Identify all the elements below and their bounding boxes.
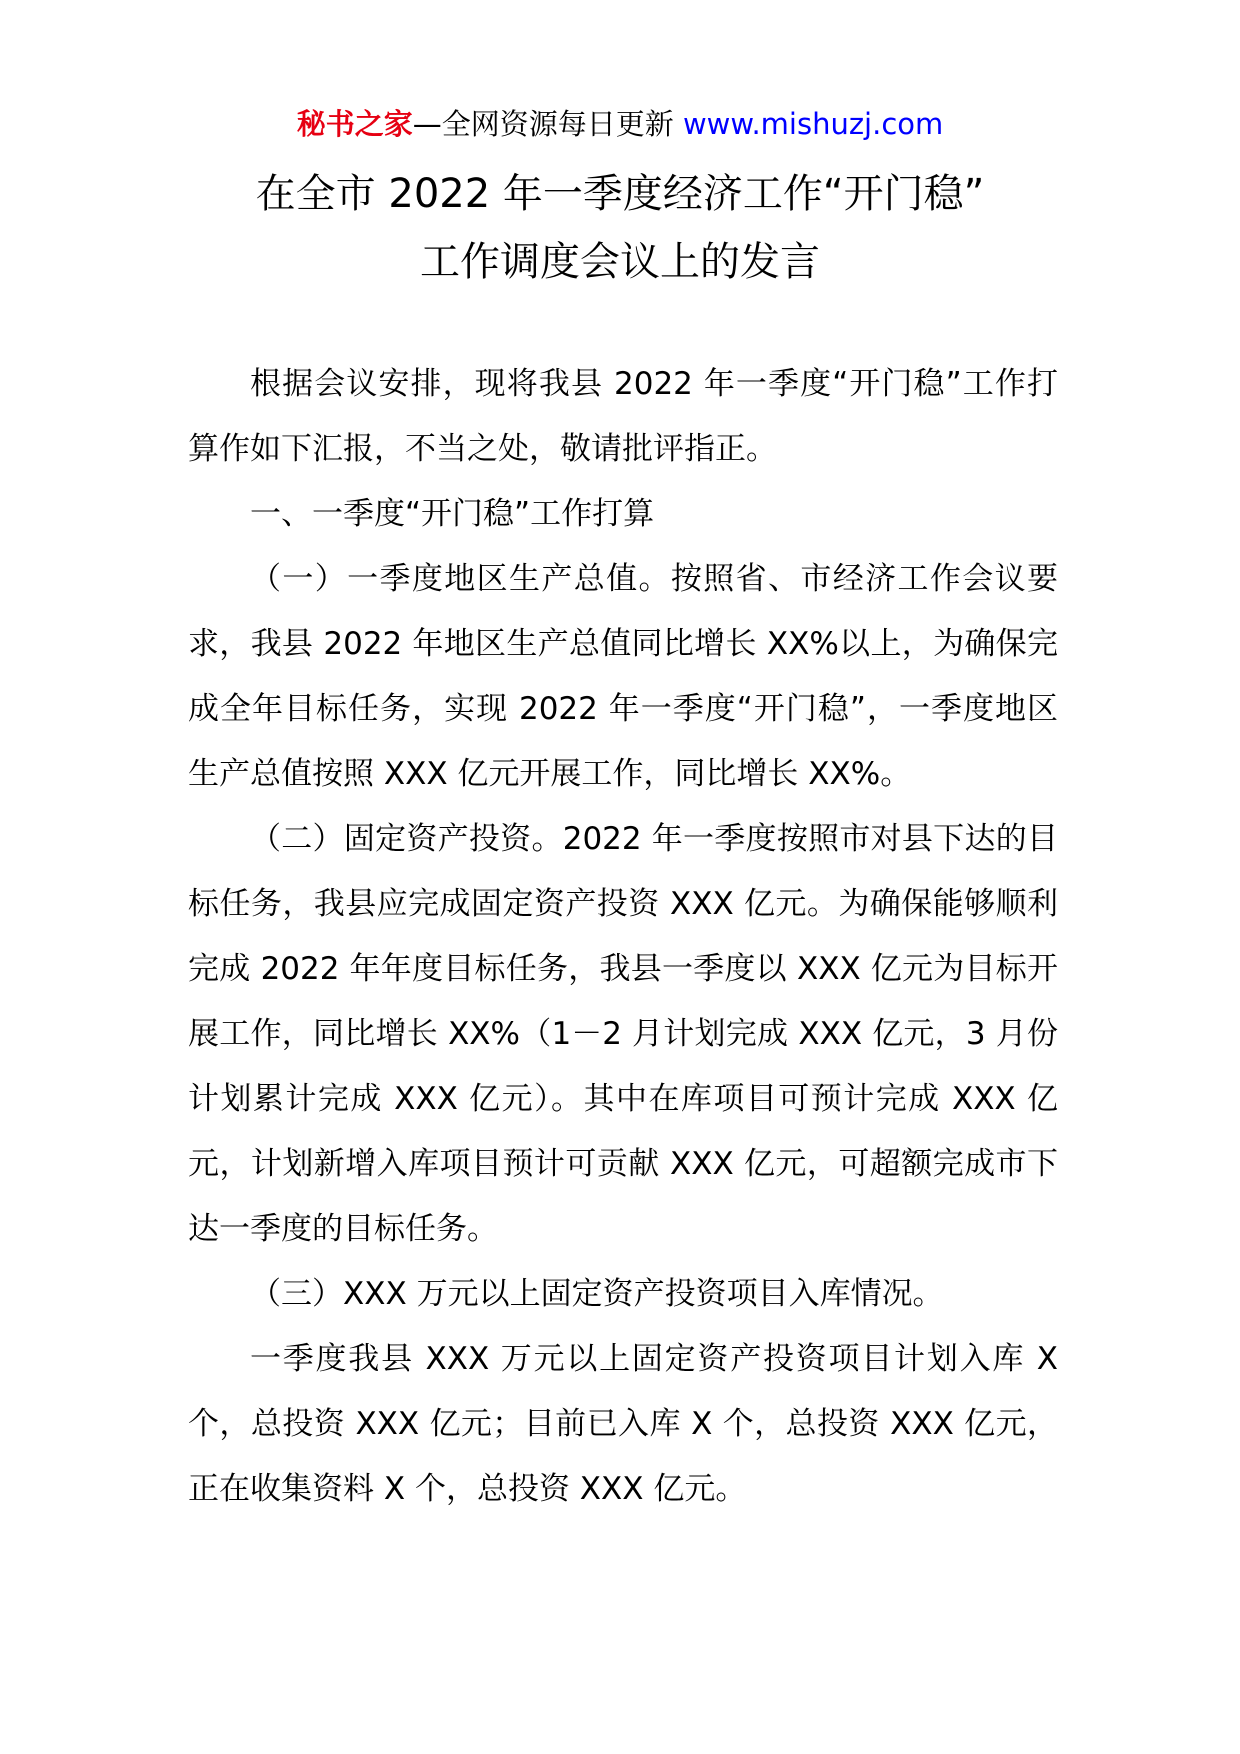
title-line-1: 在全市 2022 年一季度经济工作“开门稳” (255, 171, 985, 217)
site-url-link[interactable]: www.mishuzj.com (682, 107, 944, 141)
header-tagline: —全网资源每日更新 (412, 107, 674, 141)
paragraph-intro: 根据会议安排，现将我县 2022 年一季度“开门稳”工作打算作如下汇报，不当之处，敬请批评指正。 (188, 366, 1058, 467)
document-title (150, 160, 1090, 296)
section-heading: 一、一季度“开门稳”工作打算 (250, 496, 655, 532)
title-line-2: 工作调度会议上的发言 (420, 239, 820, 285)
site-header (0, 104, 1240, 144)
paragraph-project-status: 一季度我县 XXX 万元以上固定资产投资项目计划入库 X 个，总投资 XXX 亿元；目前已入库 X 个，总投资 XXX 亿元，正在收集资料 X 个，总投资 XXX 亿元。 (188, 1341, 1058, 1507)
document-body (188, 352, 1058, 1522)
brand-name: 秘书之家 (296, 107, 413, 141)
paragraph-project-heading: （三）XXX 万元以上固定资产投资项目入库情况。 (250, 1276, 944, 1312)
paragraph-gdp: （一）一季度地区生产总值。按照省、市经济工作会议要求，我县 2022 年地区生产总值同比增长 XX%以上，为确保完成全年目标任务，实现 2022 年一季度“开门稳”，一季度地区生产总值按照 XXX 亿元开展工作，同比增长 XX%。 (188, 561, 1058, 792)
paragraph-fixed-investment: （二）固定资产投资。2022 年一季度按照市对县下达的目标任务，我县应完成固定资产投资 XXX 亿元。为确保能够顺利完成 2022 年年度目标任务，我县一季度以 XXX 亿元为目标开展工作，同比增长 XX%（1－2 月计划完成 XXX 亿元，3 月份计划累计完成 XXX 亿元）。其中在库项目可预计完成 XXX 亿元，计划新增入库项目预计可贡献 XXX 亿元，可超额完成市下达一季度的目标任务。 (188, 821, 1058, 1247)
